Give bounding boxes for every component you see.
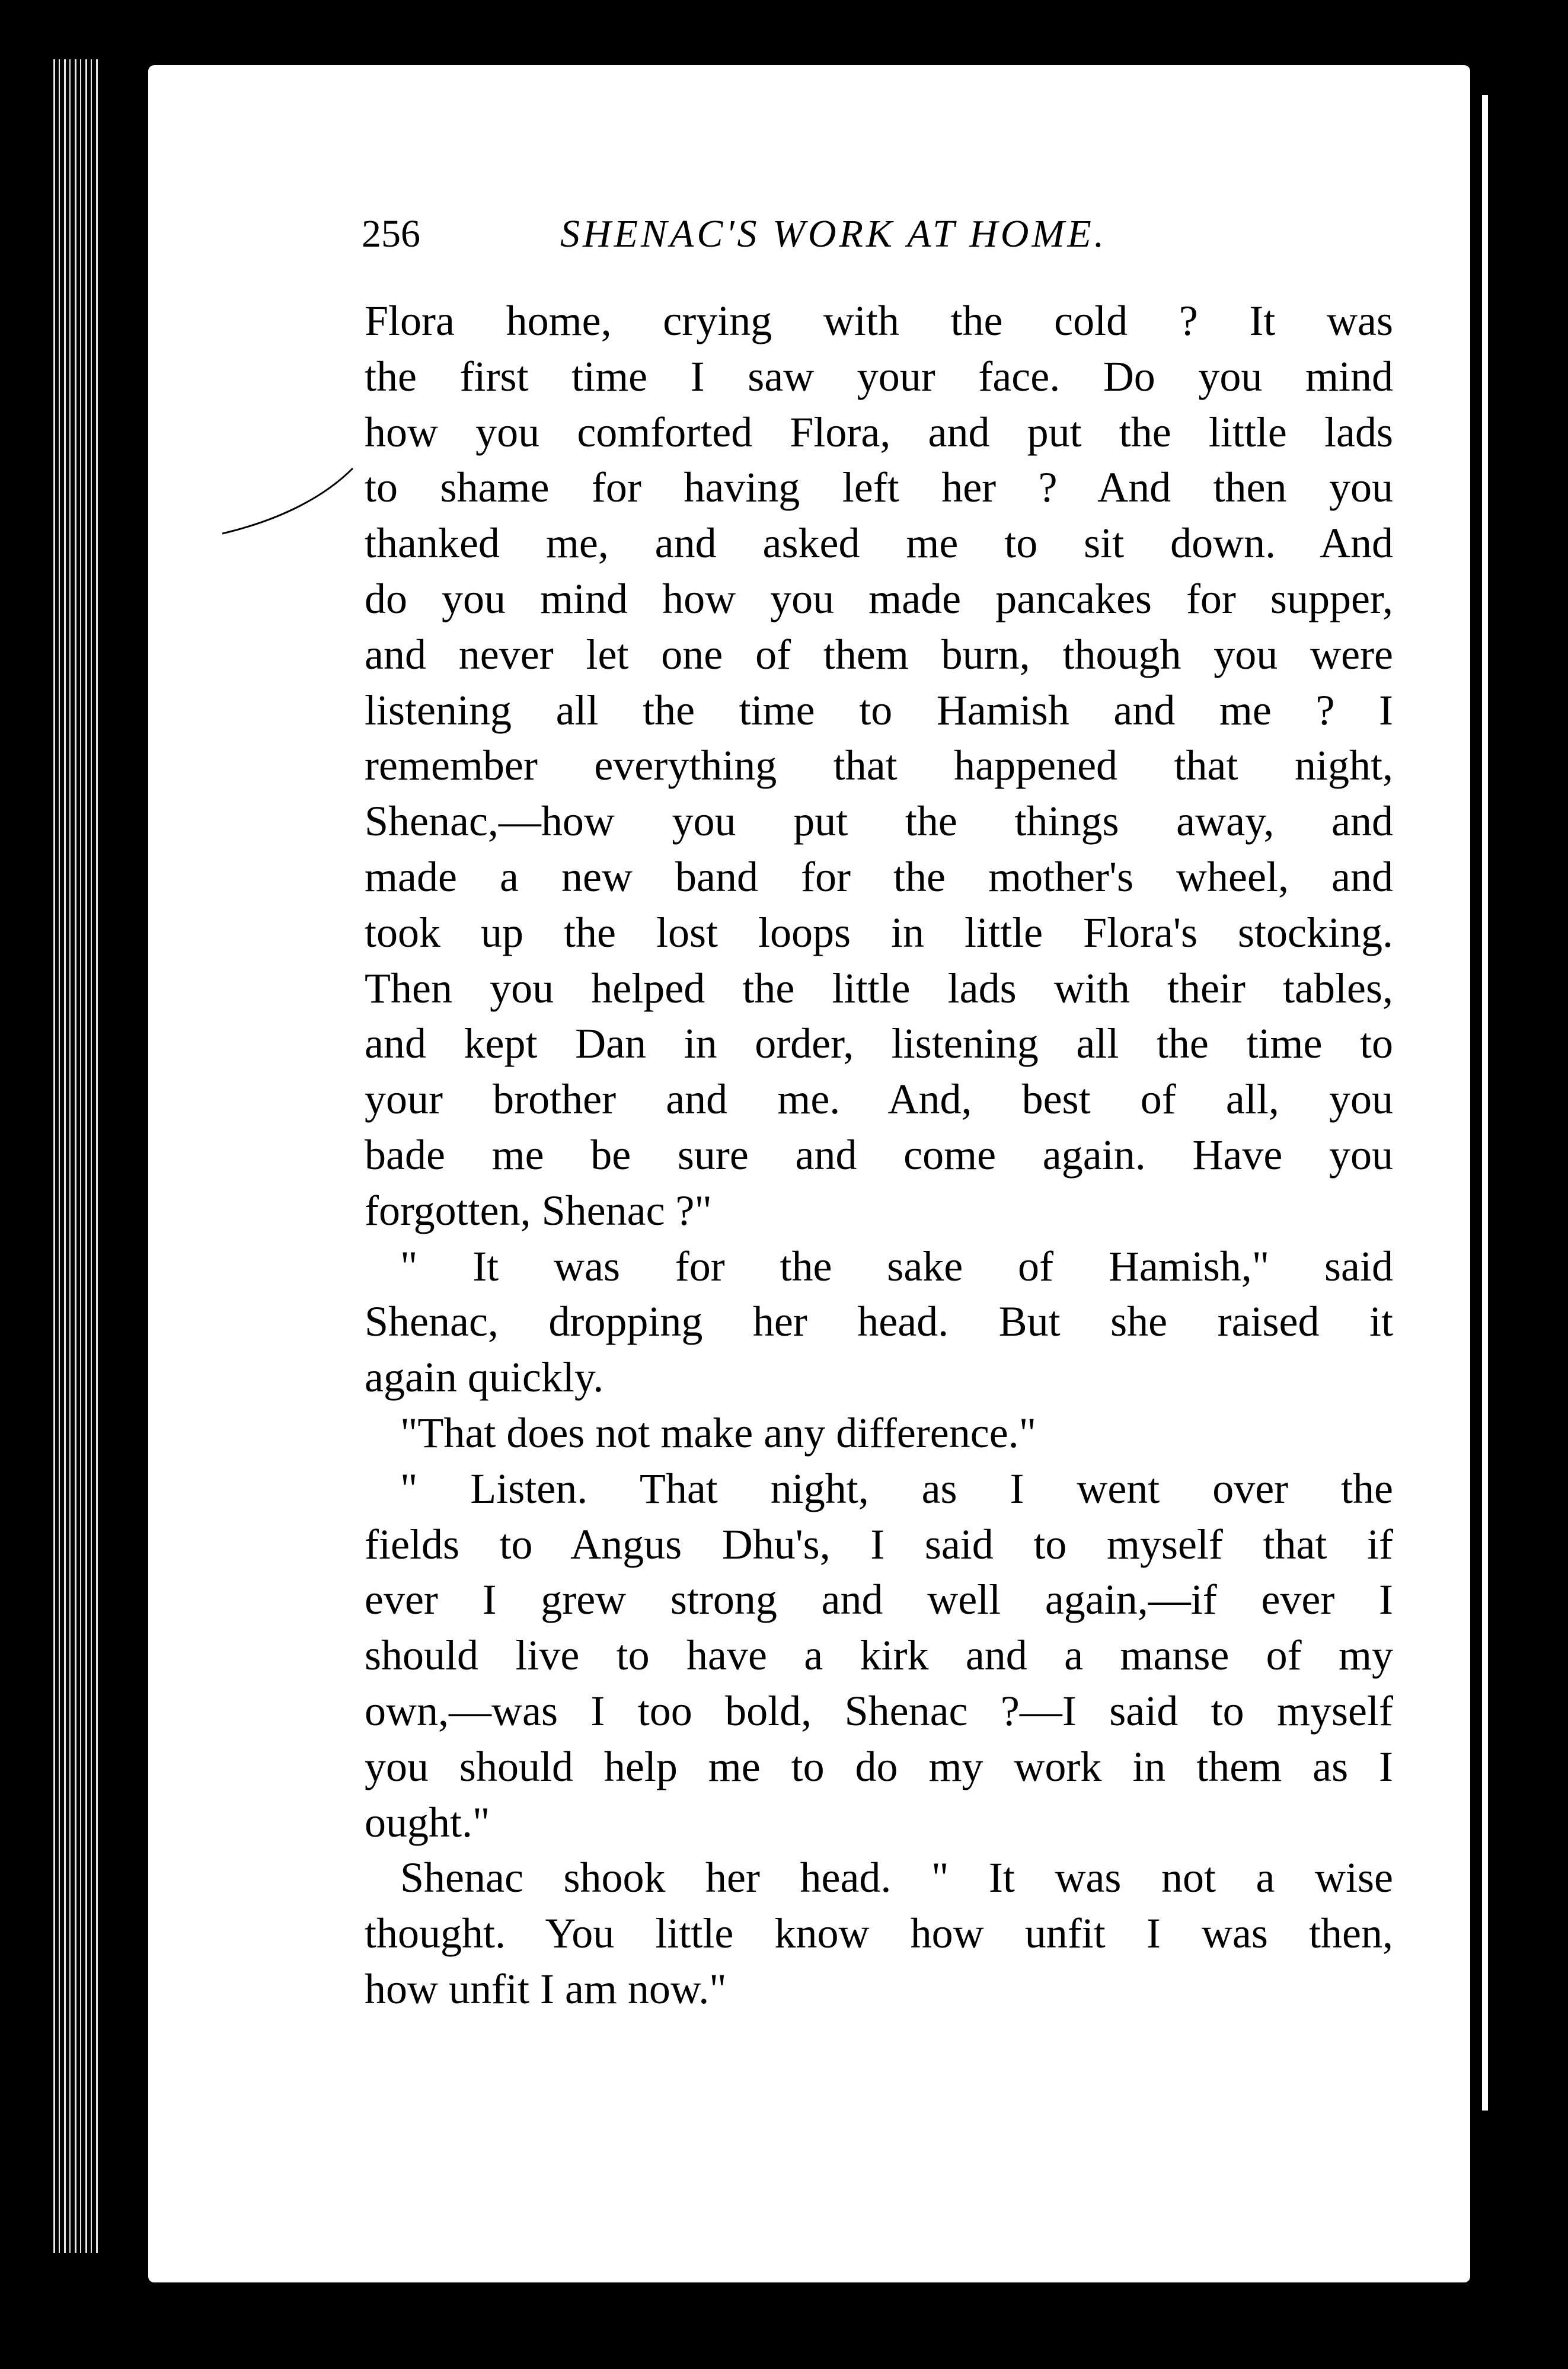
text-line: "That does not make any difference." xyxy=(400,1409,1037,1457)
text-line: your brother and me. And, best of all, you xyxy=(365,1075,1393,1123)
text-line: should live to have a kirk and a manse of my xyxy=(365,1632,1393,1680)
text-line: Then you helped the little lads with their tables, xyxy=(365,964,1393,1012)
running-title: SHENAC'S WORK AT HOME. xyxy=(560,212,1107,256)
text-line: the first time I saw your face. Do you mind xyxy=(365,352,1393,400)
text-line: " Listen. That night, as I went over the xyxy=(400,1464,1393,1512)
book-gutter xyxy=(53,59,101,2253)
text-line: Shenac,—how you put the things away, and xyxy=(365,797,1393,845)
text-line: and never let one of them burn, though you were xyxy=(365,630,1393,678)
text-line: bade me be sure and come again. Have you xyxy=(365,1131,1393,1179)
text-line: and kept Dan in order, listening all the time to xyxy=(365,1020,1393,1068)
text-line: took up the lost loops in little Flora's stocking. xyxy=(365,908,1393,956)
text-line: how unfit I am now." xyxy=(365,1965,727,2013)
text-line: made a new band for the mother's wheel, and xyxy=(365,853,1393,901)
page-number: 256 xyxy=(362,212,420,256)
running-header xyxy=(362,205,1174,270)
text-line: fields to Angus Dhu's, I said to myself that if xyxy=(365,1520,1393,1568)
text-line: " It was for the sake of Hamish," said xyxy=(400,1242,1393,1290)
text-line: again quickly. xyxy=(365,1353,604,1401)
text-line: Shenac shook her head. " It was not a wise xyxy=(400,1854,1393,1902)
text-line: ever I grew strong and well again,—if ever I xyxy=(365,1576,1393,1624)
text-line: forgotten, Shenac ?" xyxy=(365,1186,712,1234)
text-line: own,—was I too bold, Shenac ?—I said to myself xyxy=(365,1687,1393,1735)
text-line: to shame for having left her ? And then you xyxy=(365,464,1393,512)
text-line: listening all the time to Hamish and me ? I xyxy=(365,686,1393,734)
pencil-margin-mark xyxy=(219,465,356,537)
text-line: thanked me, and asked me to sit down. And xyxy=(365,519,1393,567)
text-line: remember everything that happened that night, xyxy=(365,742,1393,790)
text-line: Flora home, crying with the cold ? It was xyxy=(365,297,1393,344)
page-edge xyxy=(1482,95,1488,2111)
text-line: Shenac, dropping her head. But she raised it xyxy=(365,1298,1393,1346)
text-line: ought." xyxy=(365,1798,490,1846)
text-line: you should help me to do my work in them as I xyxy=(365,1742,1393,1790)
body-text xyxy=(365,293,1393,2017)
text-line: how you comforted Flora, and put the little lads xyxy=(365,408,1393,456)
text-line: thought. You little know how unfit I was then, xyxy=(365,1910,1393,1958)
text-line: do you mind how you made pancakes for supper, xyxy=(365,574,1393,622)
